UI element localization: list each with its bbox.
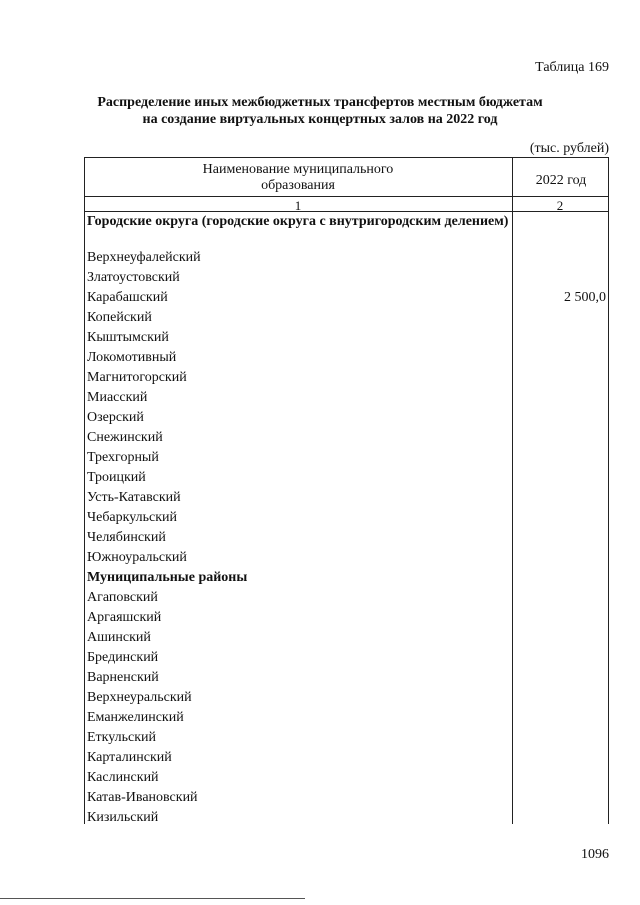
header-bottom-border <box>84 196 609 197</box>
row-label: Трехгорный <box>87 450 159 465</box>
table-row <box>87 668 515 688</box>
row-label: Миасский <box>87 390 148 405</box>
table-row <box>87 408 515 428</box>
row-label: Аргаяшский <box>87 610 162 625</box>
title-line-1: Распределение иных межбюджетных трансфертов местным бюджетам <box>97 95 543 110</box>
table-row <box>87 428 515 448</box>
row-label: Челябинский <box>87 530 166 545</box>
table-row <box>87 648 515 668</box>
header-name-line-1: Наименование муниципального <box>202 162 394 177</box>
table-row <box>87 808 515 828</box>
column-number-1: 1 <box>294 198 302 213</box>
table-row <box>87 328 515 348</box>
row-label: Локомотивный <box>87 350 177 365</box>
row-label: Магнитогорский <box>87 370 187 385</box>
row-label: Верхнеуральский <box>87 690 192 705</box>
row-label: Каслинский <box>87 770 159 785</box>
table-row <box>87 728 515 748</box>
row-label: Еткульский <box>87 730 157 745</box>
row-label: Карабашский <box>87 290 168 305</box>
table-row <box>87 688 515 708</box>
table-row <box>87 288 606 308</box>
table-row <box>87 708 515 728</box>
group-header-row <box>87 568 515 588</box>
table-row <box>87 608 515 628</box>
row-label: Снежинский <box>87 430 163 445</box>
body-left-border <box>84 212 85 824</box>
row-label: Агаповский <box>87 590 158 605</box>
table-row <box>87 548 515 568</box>
group-header-row <box>87 212 515 248</box>
table-row <box>87 388 515 408</box>
row-label: Верхнеуфалейский <box>87 250 201 265</box>
row-label: Озерский <box>87 410 144 425</box>
table-row <box>87 588 515 608</box>
row-label: Южноуральский <box>87 550 187 565</box>
page-number: 1096 <box>581 847 609 862</box>
units-label: (тыс. рублей) <box>529 141 609 156</box>
title-line-2: на создание виртуальных концертных залов на 2022 год <box>142 112 498 127</box>
row-label: Брединский <box>87 650 159 665</box>
header-name-column <box>84 162 512 194</box>
table-right-border <box>608 157 609 824</box>
row-label: Городские округа (городские округа с внутригородским делением) <box>87 214 509 229</box>
table-row <box>87 628 515 648</box>
table-row <box>87 528 515 548</box>
row-label: Еманжелинский <box>87 710 184 725</box>
table-row <box>87 748 515 768</box>
row-label: Варненский <box>87 670 159 685</box>
table-body <box>87 212 606 828</box>
table-row <box>87 488 515 508</box>
row-label: Троицкий <box>87 470 146 485</box>
table-row <box>87 368 515 388</box>
row-value: 2 500,0 <box>564 290 606 305</box>
table-row <box>87 468 515 488</box>
table-top-border <box>84 157 609 158</box>
table-row <box>87 268 515 288</box>
row-label: Муниципальные районы <box>87 570 248 585</box>
table-row <box>87 348 515 368</box>
table-row <box>87 308 515 328</box>
table-row <box>87 768 515 788</box>
row-label: Кизильский <box>87 810 159 825</box>
table-label: Таблица 169 <box>535 60 609 75</box>
footer-line <box>0 898 305 899</box>
row-label: Чебаркульский <box>87 510 178 525</box>
header-year-column: 2022 год <box>535 173 587 188</box>
row-label: Усть-Катавский <box>87 490 181 505</box>
row-label: Карталинский <box>87 750 172 765</box>
table-row <box>87 508 515 528</box>
row-label: Кыштымский <box>87 330 169 345</box>
header-name-line-2: образования <box>261 178 335 193</box>
column-number-2: 2 <box>556 198 564 213</box>
row-label: Ашинский <box>87 630 151 645</box>
table-row <box>87 448 515 468</box>
table-row <box>87 248 515 268</box>
document-title <box>0 94 640 128</box>
table-row <box>87 788 515 808</box>
row-label: Златоустовский <box>87 270 180 285</box>
row-label: Катав-Ивановский <box>87 790 198 805</box>
row-label: Копейский <box>87 310 152 325</box>
